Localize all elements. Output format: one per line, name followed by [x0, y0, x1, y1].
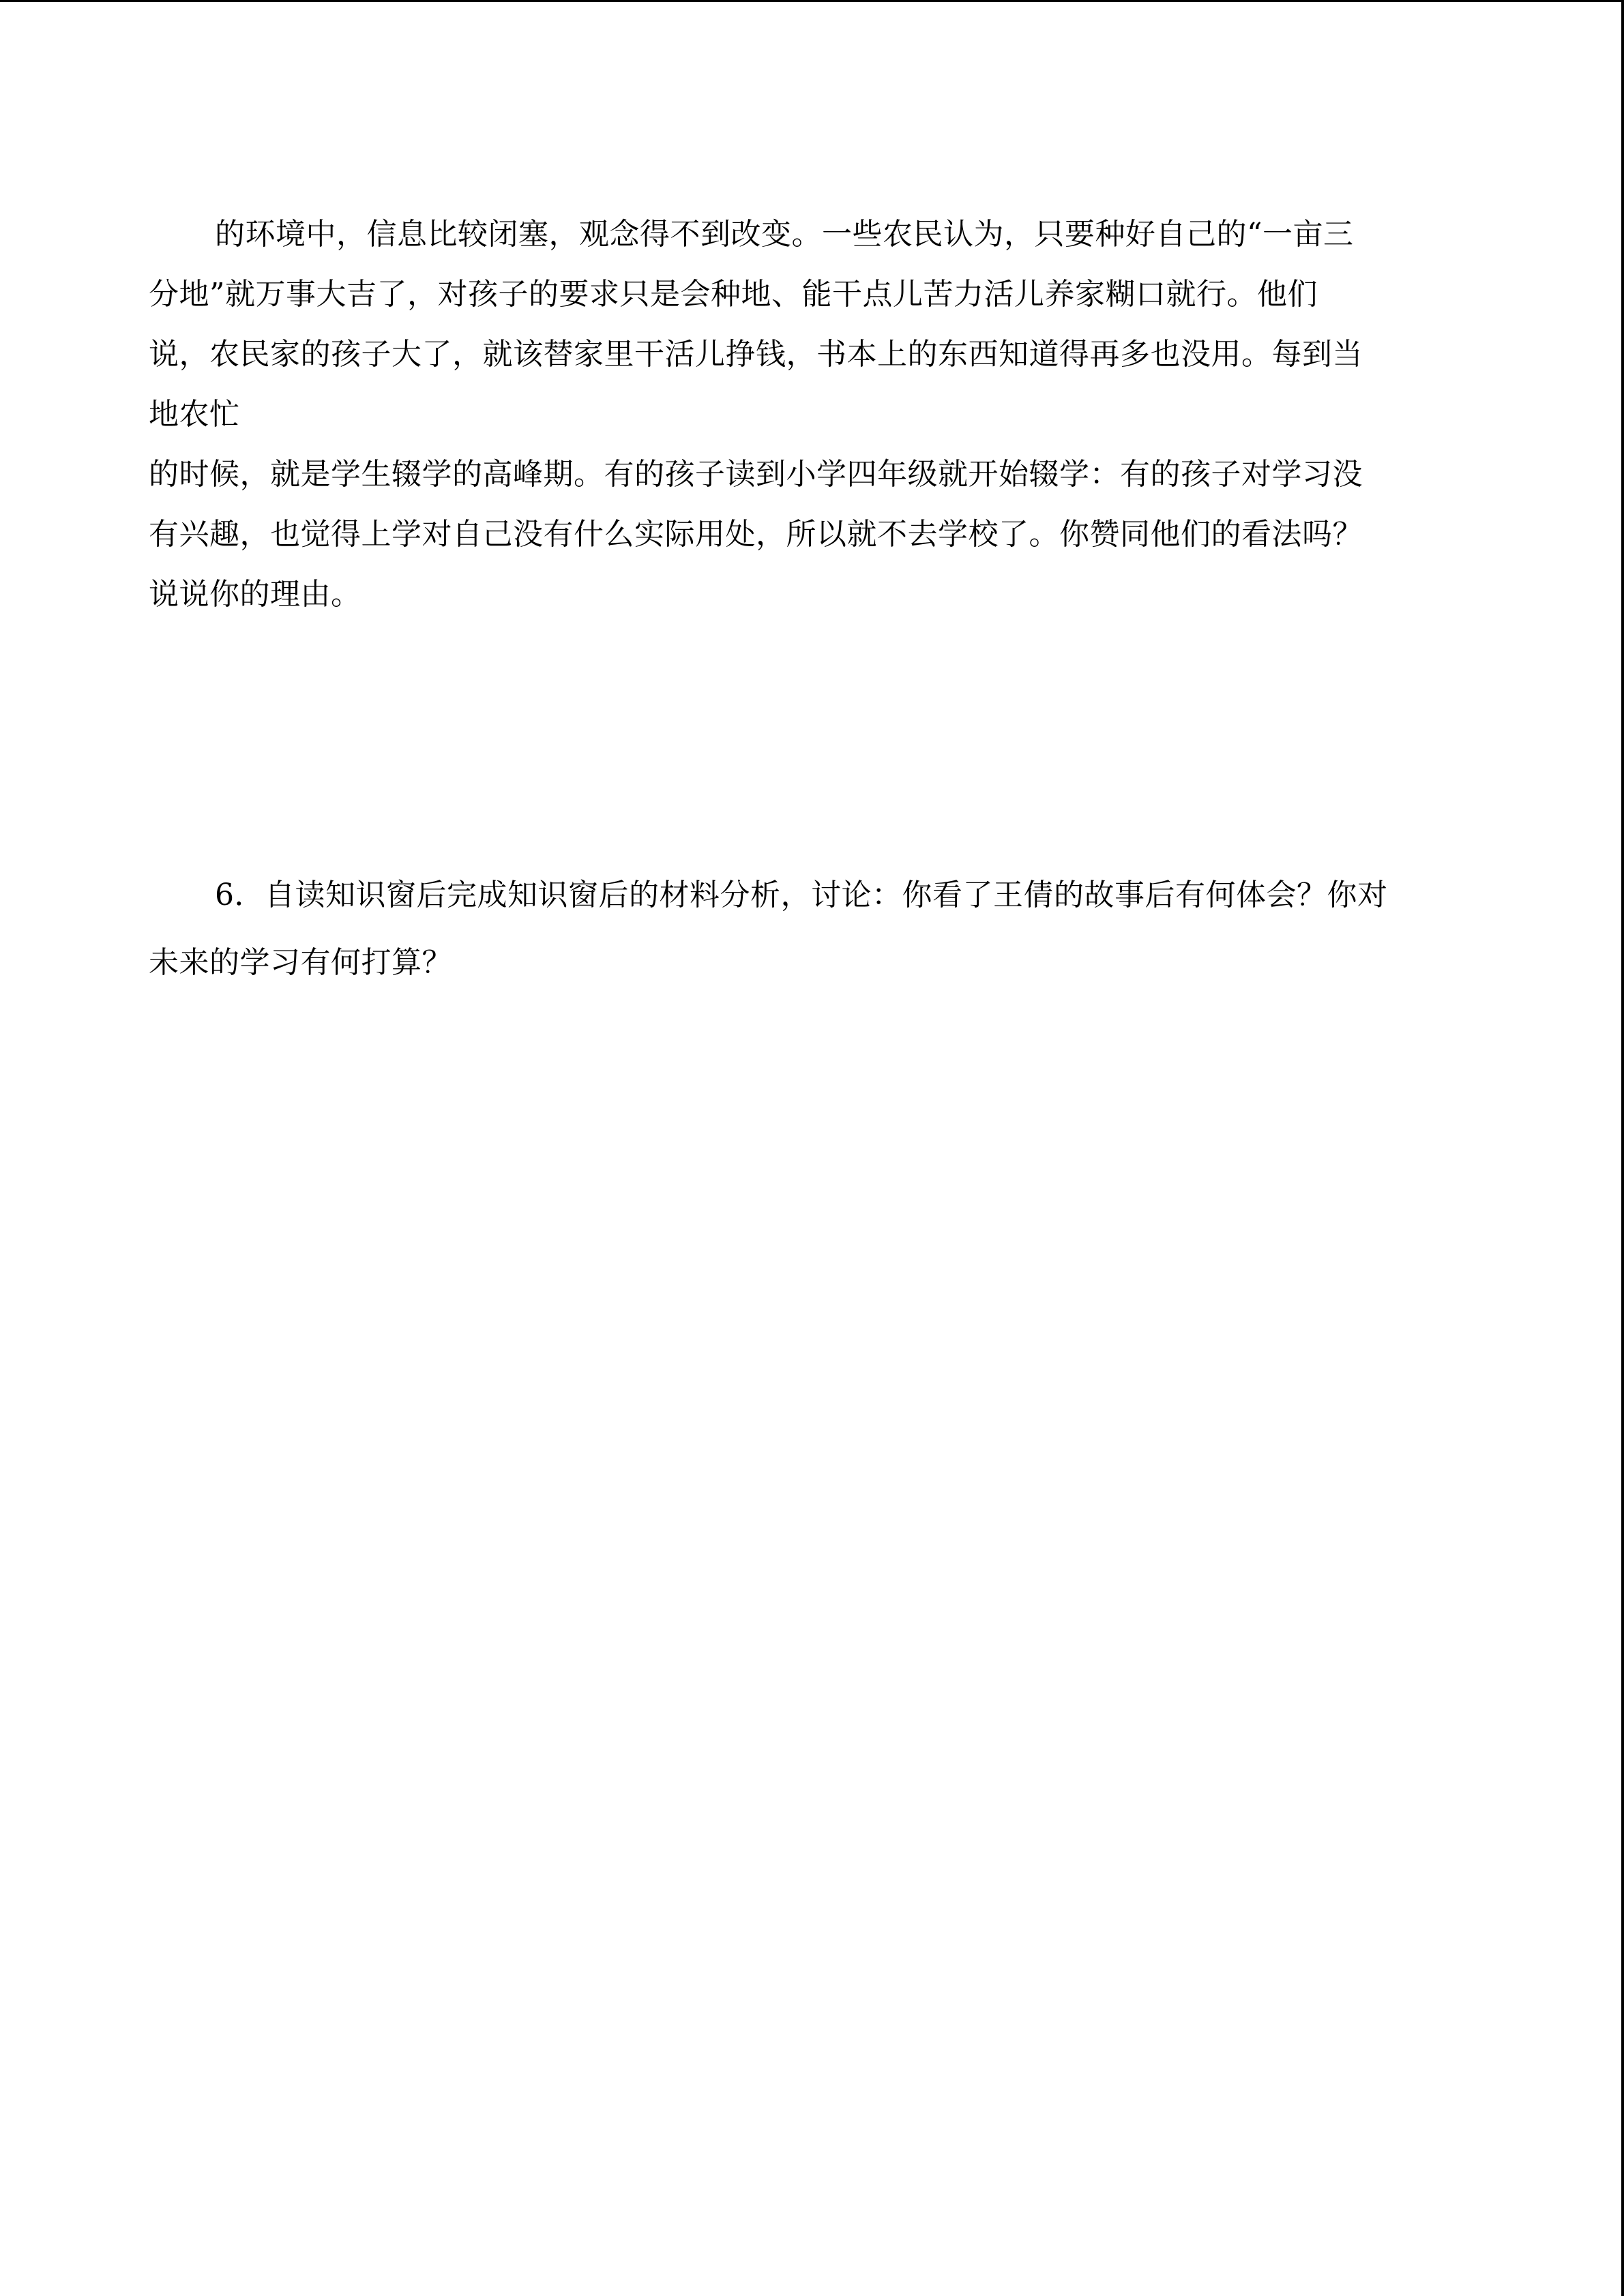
paragraph-line: 说说你的理由。 — [149, 577, 361, 612]
question-line: 未来的学习有何打算？ — [149, 945, 452, 980]
paragraph-line: 的时候，就是学生辍学的高峰期。有的孩子读到小学四年级就开始辍学：有的孩子对学习没 — [149, 457, 1363, 492]
paragraph-line: 的环境中，信息比较闭塞，观念得不到改变。一些农民认为，只要种好自己的“一亩三 — [215, 217, 1354, 252]
question-line: 6．自读知识窗后完成知识窗后的材料分析，讨论：你看了王倩的故事后有何体会？你对 — [215, 878, 1388, 912]
paragraph-line: 说，农民家的孩子大了，就该替家里干活儿挣钱，书本上的东西知道得再多也没用。每到当 — [149, 337, 1363, 372]
page-right-border — [1621, 0, 1624, 2296]
page-top-border — [0, 0, 1624, 2]
paragraph-line: 分地”就万事大吉了，对孩子的要求只是会种地、能干点儿苦力活儿养家糊口就行。他们 — [149, 277, 1318, 312]
paragraph-line: 地农忙 — [149, 397, 240, 432]
paragraph-line: 有兴趣，也觉得上学对自己没有什么实际用处，所以就不去学校了。你赞同他们的看法吗？ — [149, 517, 1363, 552]
